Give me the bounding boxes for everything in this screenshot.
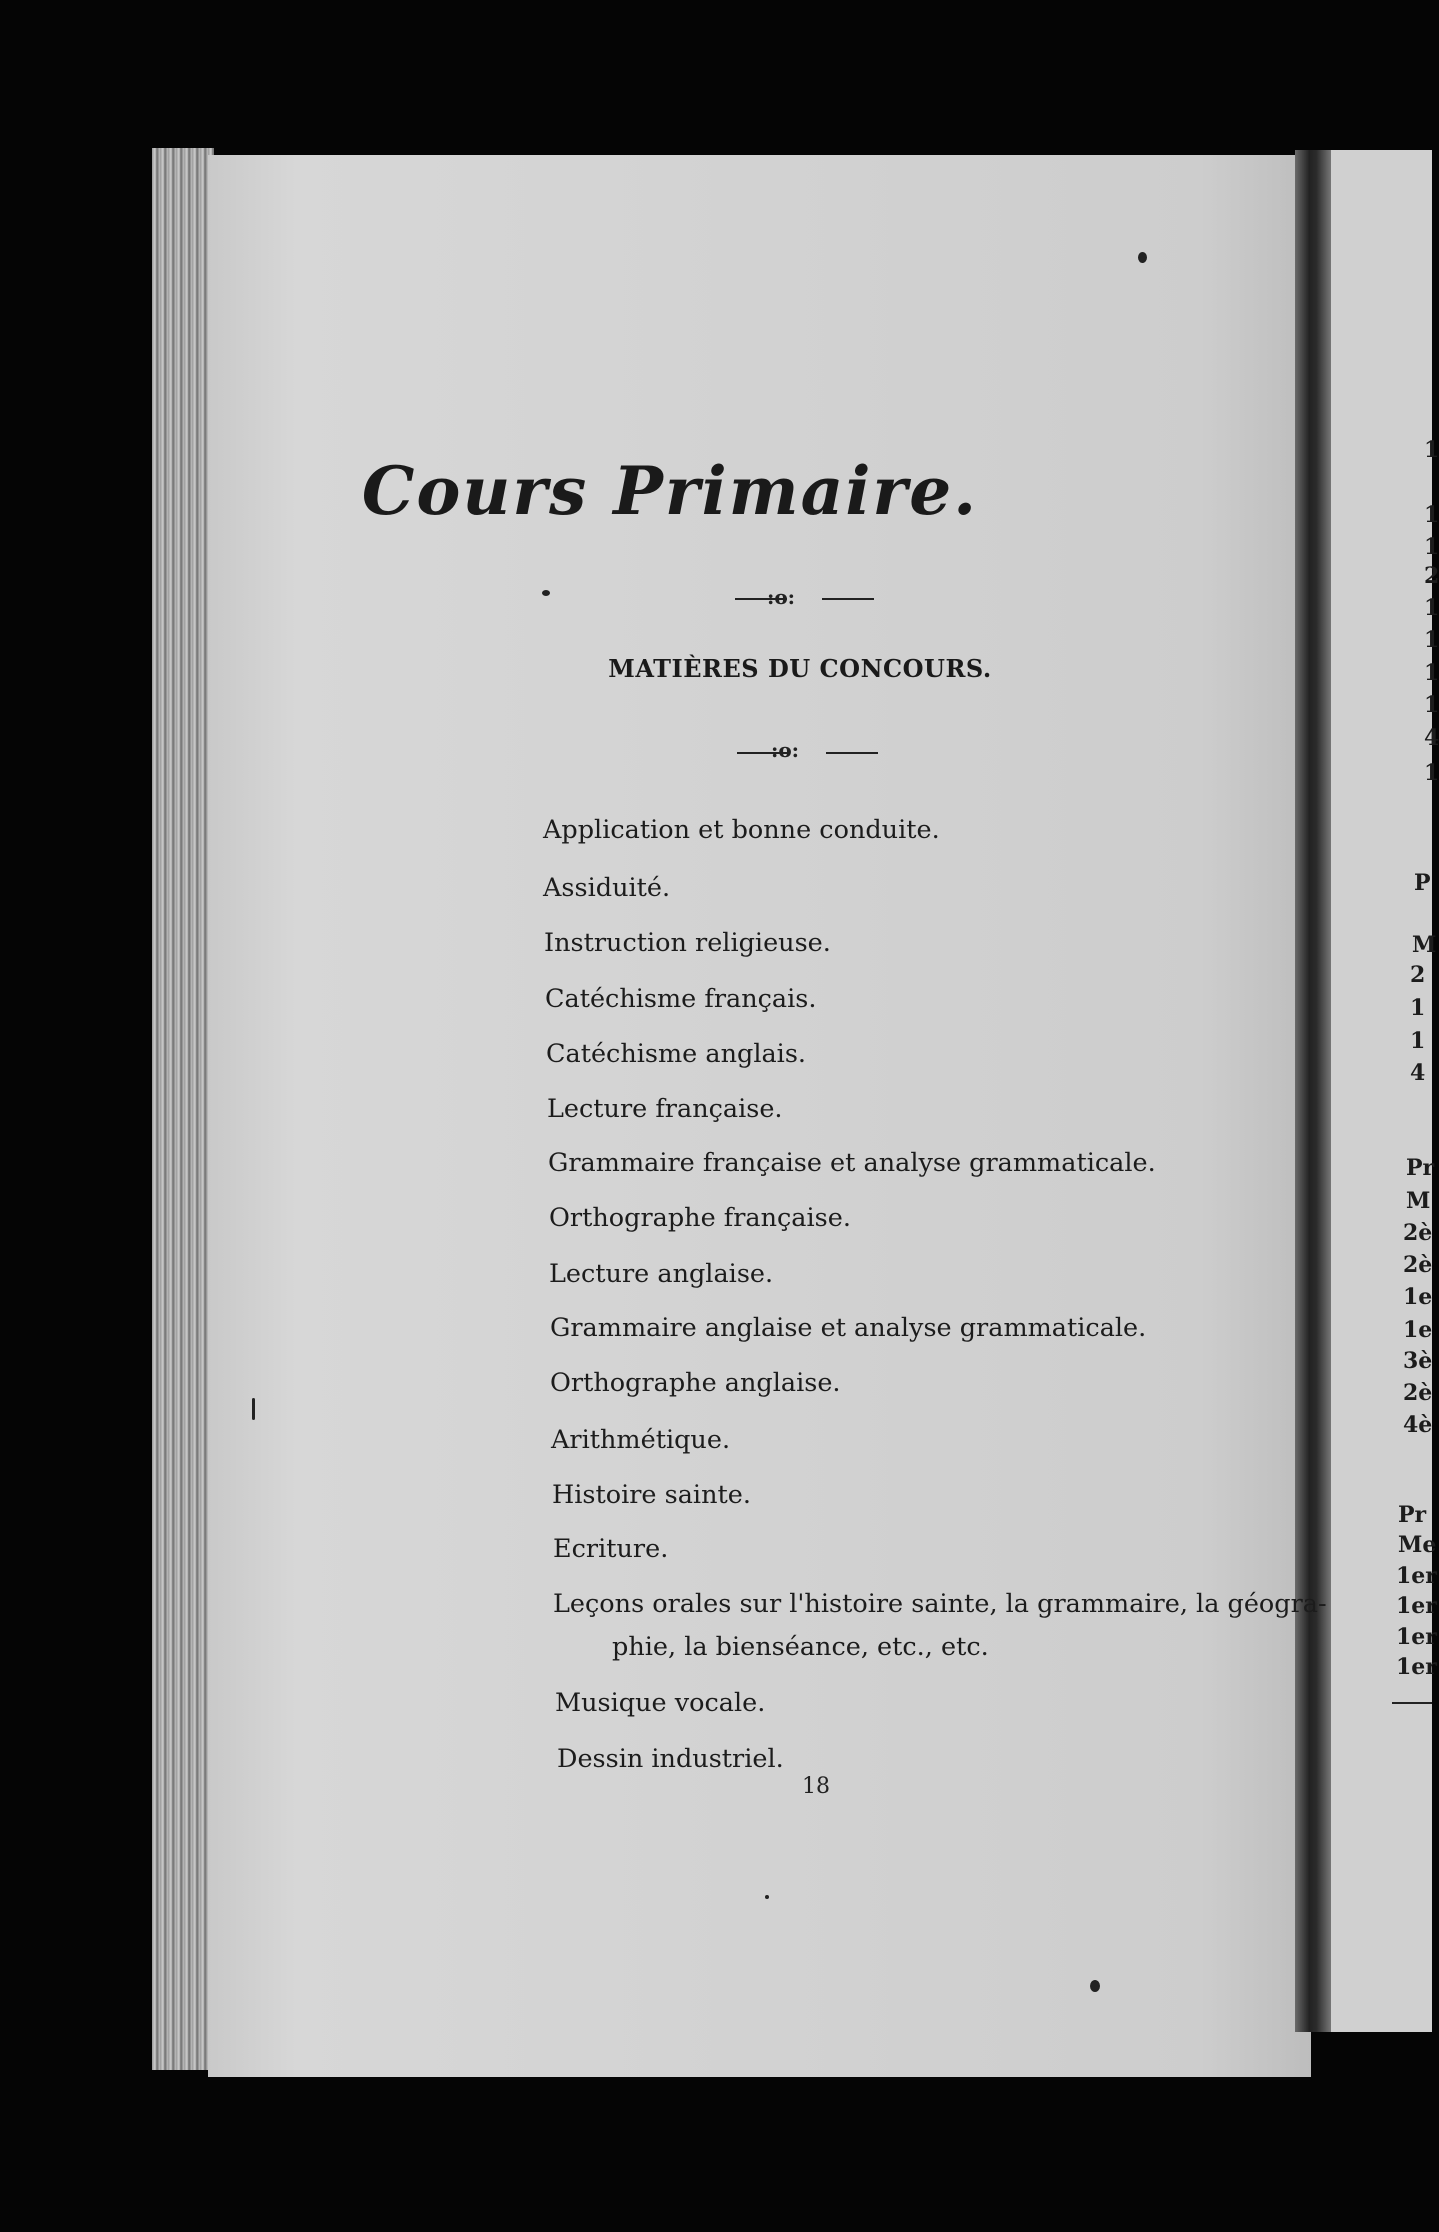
subject-item: Leçons orales sur l'histoire sainte, la grammaire, la géogra- xyxy=(553,1589,1327,1619)
facing-page-fragment: 1e xyxy=(1403,1317,1433,1343)
subject-item: Ecriture. xyxy=(553,1534,669,1564)
facing-page-fragment: P xyxy=(1414,870,1431,896)
divider-line xyxy=(826,752,878,754)
facing-page-fragment: M xyxy=(1412,932,1437,958)
book-gutter xyxy=(1295,150,1331,2032)
facing-page-fragment: 2è xyxy=(1403,1380,1433,1406)
subject-item: Instruction religieuse. xyxy=(544,928,831,958)
facing-page-fragment: Pr xyxy=(1406,1155,1435,1181)
facing-page-fragment: 2è xyxy=(1403,1220,1433,1246)
facing-page-fragment: 1 xyxy=(1410,1028,1426,1054)
subject-item: Dessin industriel. xyxy=(557,1744,784,1774)
facing-page-fragment: 1 xyxy=(1424,502,1439,528)
subject-item: Musique vocale. xyxy=(555,1688,766,1718)
facing-page-fragment: 3è xyxy=(1403,1348,1433,1374)
subject-item: Grammaire française et analyse grammaticale. xyxy=(548,1148,1156,1178)
page-number: 18 xyxy=(802,1774,830,1799)
facing-page-fragment: 1 xyxy=(1424,692,1439,718)
facing-page-fragment: 1 xyxy=(1424,437,1439,463)
facing-page-fragment: 1e xyxy=(1403,1284,1433,1310)
facing-page-fragment: 1er xyxy=(1396,1563,1437,1589)
facing-page-fragment: 4è xyxy=(1403,1412,1433,1438)
facing-page-fragment: 1 xyxy=(1410,995,1426,1021)
facing-page-fragment: 1 xyxy=(1424,534,1439,560)
facing-page-fragment: 4 xyxy=(1424,725,1439,751)
facing-page-fragment: 4 xyxy=(1410,1060,1426,1086)
subject-item: Orthographe française. xyxy=(549,1203,851,1233)
dust-speck xyxy=(1138,252,1147,263)
facing-page-fragment: 2è xyxy=(1403,1252,1433,1278)
subject-item: Arithmétique. xyxy=(551,1425,731,1455)
subject-item: Orthographe anglaise. xyxy=(550,1368,841,1398)
facing-page-fragment: Me xyxy=(1398,1532,1437,1558)
divider-ornament: :o: xyxy=(766,585,796,609)
subject-item: Application et bonne conduite. xyxy=(543,815,940,845)
divider-ornament: :o: xyxy=(770,738,800,762)
facing-page-fragment: 1 xyxy=(1424,660,1439,686)
divider-line xyxy=(822,598,874,600)
facing-page xyxy=(1331,150,1435,2032)
facing-page-fragment: 1er xyxy=(1396,1593,1437,1619)
subject-item: Assiduité. xyxy=(543,873,671,903)
subject-item: Lecture anglaise. xyxy=(549,1259,774,1289)
facing-page-fragment: 1er xyxy=(1396,1624,1437,1650)
facing-page-rule xyxy=(1392,1702,1432,1704)
facing-page-fragment: Pr xyxy=(1398,1502,1427,1528)
facing-page-fragment: 1 xyxy=(1424,627,1439,653)
subject-item: Lecture française. xyxy=(547,1094,783,1124)
facing-page-fragment: 2 xyxy=(1410,962,1426,988)
facing-page-fragment: 1 xyxy=(1424,595,1439,621)
subject-item: Catéchisme anglais. xyxy=(546,1039,807,1069)
subject-item: Catéchisme français. xyxy=(545,984,817,1014)
dust-speck xyxy=(542,590,550,596)
dust-speck xyxy=(252,1398,255,1420)
facing-page-fragment: 1 xyxy=(1424,760,1439,786)
page-title: Cours Primaire. xyxy=(361,452,979,530)
page-edges xyxy=(152,148,214,2070)
facing-page-fragment: 2 xyxy=(1424,563,1439,589)
dust-speck xyxy=(765,1895,769,1899)
subject-item-continuation: phie, la bienséance, etc., etc. xyxy=(612,1632,989,1662)
facing-page-fragment: 1er xyxy=(1396,1654,1437,1680)
section-heading: MATIÈRES DU CONCOURS. xyxy=(608,654,992,683)
dust-speck xyxy=(1090,1980,1100,1992)
facing-page-fragment: M xyxy=(1406,1188,1431,1214)
subject-item: Grammaire anglaise et analyse grammaticale. xyxy=(550,1313,1147,1343)
subject-item: Histoire sainte. xyxy=(552,1480,751,1510)
